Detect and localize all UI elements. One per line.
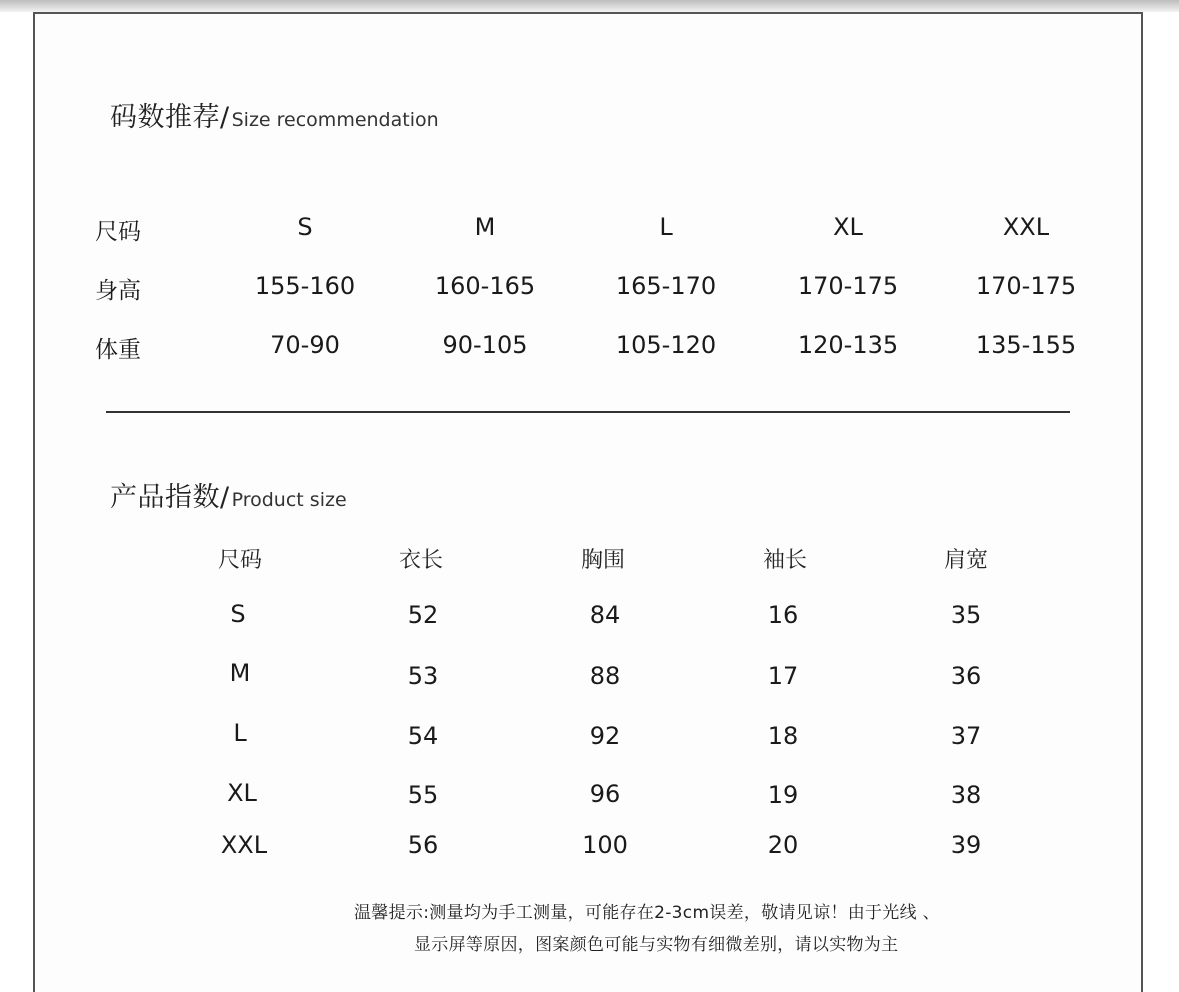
measurement-note-line1: 温馨提示:测量均为手工测量，可能存在2-3cm误差，敬请见谅！由于光线 、 (354, 903, 940, 923)
rec-cell: 135-155 (975, 331, 1077, 359)
rec-cell: 170-175 (797, 272, 899, 300)
product-cell: 35 (950, 601, 982, 629)
product-cell: XL (227, 779, 257, 807)
rec-cell: 90-105 (442, 331, 528, 359)
product-cell: 17 (767, 662, 799, 690)
product-cell: 84 (589, 601, 621, 629)
rec-cell: 105-120 (615, 331, 717, 359)
rec-cell: 70-90 (270, 331, 340, 359)
product-size-title-cn: 产品指数/ (110, 482, 230, 513)
product-cell: 20 (767, 831, 799, 859)
product-cell: S (230, 600, 246, 628)
product-header: 肩宽 (943, 548, 989, 573)
top-shadow (0, 0, 1179, 12)
rec-cell: XL (833, 213, 863, 241)
product-header: 胸围 (580, 548, 626, 573)
section-divider (106, 411, 1070, 413)
size-recommendation-title-cn: 码数推荐/ (110, 102, 230, 133)
rec-cell: 170-175 (975, 272, 1077, 300)
size-recommendation-title (110, 95, 439, 134)
rec-cell: 165-170 (615, 272, 717, 300)
product-cell: L (233, 719, 247, 747)
product-cell: 96 (589, 780, 621, 808)
product-cell: 88 (589, 662, 621, 690)
rec-cell: M (474, 213, 496, 241)
product-cell: 55 (407, 781, 439, 809)
product-size-title-en: Product size (231, 489, 347, 511)
product-header: 尺码 (217, 548, 263, 573)
rec-cell: L (659, 213, 673, 241)
product-cell: 100 (582, 831, 628, 859)
product-cell: 37 (950, 722, 982, 750)
product-cell: 36 (950, 662, 982, 690)
measurement-note-line2: 显示屏等原因，图案颜色可能与实物有细微差别，请以实物为主 (414, 935, 899, 955)
product-cell: 16 (767, 601, 799, 629)
size-recommendation-title-en: Size recommendation (231, 109, 439, 131)
product-cell: 39 (950, 831, 982, 859)
product-cell: M (229, 659, 251, 687)
product-cell: 19 (767, 781, 799, 809)
rec-cell: S (297, 213, 313, 241)
rec-row-label-size: 尺码 (95, 219, 141, 245)
rec-cell: XXL (1002, 213, 1050, 241)
rec-cell: 160-165 (434, 272, 536, 300)
product-header: 衣长 (398, 548, 444, 573)
product-size-title (110, 475, 347, 514)
product-cell: 18 (767, 722, 799, 750)
rec-cell: 155-160 (254, 272, 356, 300)
product-cell: XXL (220, 831, 268, 859)
rec-row-label-weight: 体重 (95, 337, 141, 363)
rec-cell: 120-135 (797, 331, 899, 359)
product-cell: 52 (407, 601, 439, 629)
product-cell: 53 (407, 662, 439, 690)
product-cell: 92 (589, 722, 621, 750)
product-cell: 38 (950, 781, 982, 809)
product-header: 袖长 (762, 548, 808, 573)
product-cell: 56 (407, 831, 439, 859)
rec-row-label-height: 身高 (95, 278, 141, 304)
product-cell: 54 (407, 722, 439, 750)
